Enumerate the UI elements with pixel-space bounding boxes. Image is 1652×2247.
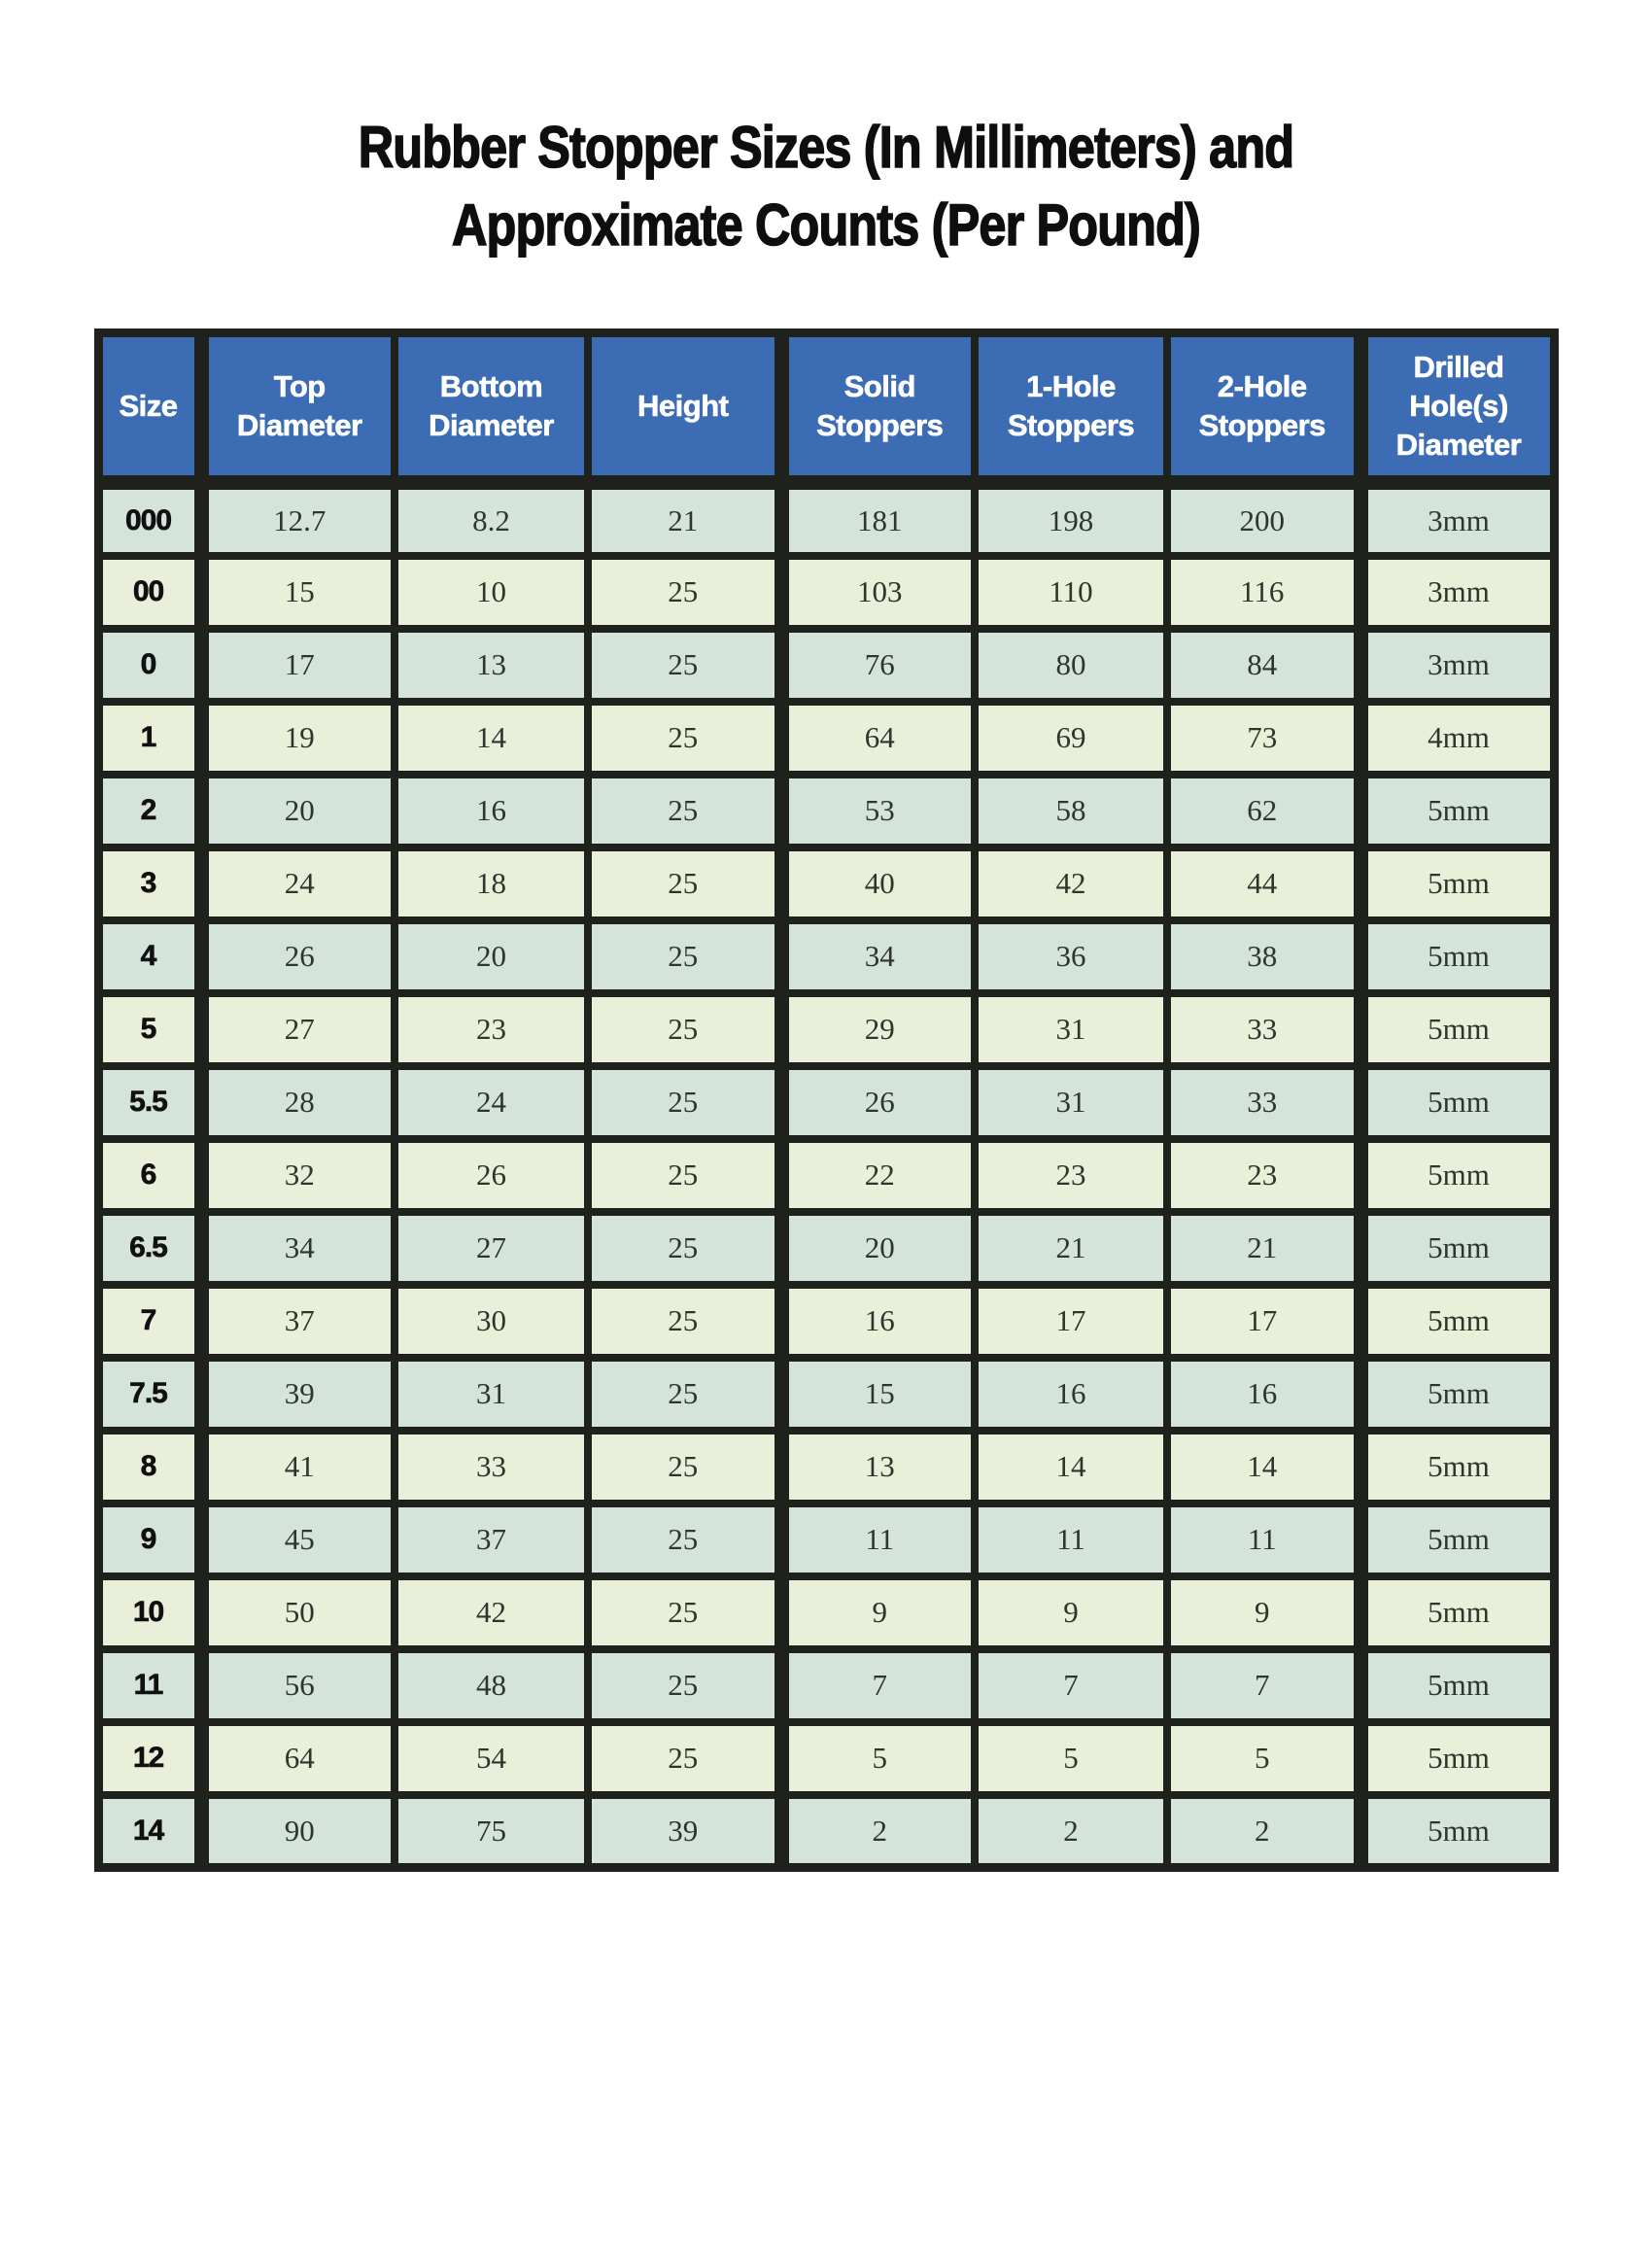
cell-solid-stoppers: 26 xyxy=(781,1066,975,1139)
cell-top-diameter: 24 xyxy=(201,847,395,920)
cell-size: 4 xyxy=(98,920,201,993)
cell-solid-stoppers: 16 xyxy=(781,1285,975,1358)
cell-solid-stoppers: 76 xyxy=(781,629,975,702)
cell-1-hole-stoppers: 69 xyxy=(975,702,1167,775)
column-header-bottom-diameter: Bottom Diameter xyxy=(395,333,588,483)
cell-drilled-holes-diameter: 5mm xyxy=(1360,847,1554,920)
cell-drilled-holes-diameter: 5mm xyxy=(1360,1212,1554,1285)
cell-2-hole-stoppers: 17 xyxy=(1167,1285,1360,1358)
cell-size: 00 xyxy=(98,556,201,629)
cell-top-diameter: 34 xyxy=(201,1212,395,1285)
cell-top-diameter: 45 xyxy=(201,1504,395,1576)
cell-2-hole-stoppers: 21 xyxy=(1167,1212,1360,1285)
cell-top-diameter: 32 xyxy=(201,1139,395,1212)
cell-size: 5.5 xyxy=(98,1066,201,1139)
cell-top-diameter: 20 xyxy=(201,775,395,847)
cell-drilled-holes-diameter: 5mm xyxy=(1360,1358,1554,1431)
cell-drilled-holes-diameter: 3mm xyxy=(1360,483,1554,556)
cell-size: 6 xyxy=(98,1139,201,1212)
table-header-row xyxy=(98,333,1554,483)
cell-height: 25 xyxy=(588,556,781,629)
table-row xyxy=(98,1139,1554,1212)
document-page xyxy=(0,109,1652,2247)
cell-drilled-holes-diameter: 3mm xyxy=(1360,629,1554,702)
cell-height: 25 xyxy=(588,1722,781,1795)
cell-drilled-holes-diameter: 5mm xyxy=(1360,1431,1554,1504)
cell-1-hole-stoppers: 80 xyxy=(975,629,1167,702)
cell-bottom-diameter: 75 xyxy=(395,1795,588,1868)
cell-bottom-diameter: 31 xyxy=(395,1358,588,1431)
cell-2-hole-stoppers: 11 xyxy=(1167,1504,1360,1576)
cell-bottom-diameter: 18 xyxy=(395,847,588,920)
cell-top-diameter: 19 xyxy=(201,702,395,775)
cell-size: 9 xyxy=(98,1504,201,1576)
cell-top-diameter: 15 xyxy=(201,556,395,629)
cell-1-hole-stoppers: 198 xyxy=(975,483,1167,556)
cell-top-diameter: 37 xyxy=(201,1285,395,1358)
column-header-top-diameter: Top Diameter xyxy=(201,333,395,483)
cell-solid-stoppers: 11 xyxy=(781,1504,975,1576)
cell-height: 25 xyxy=(588,775,781,847)
cell-2-hole-stoppers: 16 xyxy=(1167,1358,1360,1431)
cell-height: 25 xyxy=(588,920,781,993)
cell-2-hole-stoppers: 2 xyxy=(1167,1795,1360,1868)
cell-height: 25 xyxy=(588,702,781,775)
cell-bottom-diameter: 14 xyxy=(395,702,588,775)
cell-drilled-holes-diameter: 5mm xyxy=(1360,1066,1554,1139)
cell-solid-stoppers: 20 xyxy=(781,1212,975,1285)
cell-size: 1 xyxy=(98,702,201,775)
cell-height: 25 xyxy=(588,1212,781,1285)
column-header-height: Height xyxy=(588,333,781,483)
cell-2-hole-stoppers: 5 xyxy=(1167,1722,1360,1795)
cell-height: 25 xyxy=(588,1139,781,1212)
cell-solid-stoppers: 53 xyxy=(781,775,975,847)
column-header-1-hole-stoppers: 1-Hole Stoppers xyxy=(975,333,1167,483)
table-row xyxy=(98,920,1554,993)
cell-solid-stoppers: 2 xyxy=(781,1795,975,1868)
table-row xyxy=(98,556,1554,629)
cell-bottom-diameter: 20 xyxy=(395,920,588,993)
cell-top-diameter: 39 xyxy=(201,1358,395,1431)
cell-solid-stoppers: 5 xyxy=(781,1722,975,1795)
cell-size: 7.5 xyxy=(98,1358,201,1431)
cell-2-hole-stoppers: 62 xyxy=(1167,775,1360,847)
cell-2-hole-stoppers: 38 xyxy=(1167,920,1360,993)
table-row xyxy=(98,847,1554,920)
cell-top-diameter: 17 xyxy=(201,629,395,702)
cell-bottom-diameter: 48 xyxy=(395,1649,588,1722)
page-title-line-2: Approximate Counts (Per Pound) xyxy=(451,192,1201,258)
cell-top-diameter: 50 xyxy=(201,1576,395,1649)
column-header-drilled-holes-diameter: Drilled Hole(s) Diameter xyxy=(1360,333,1554,483)
cell-2-hole-stoppers: 14 xyxy=(1167,1431,1360,1504)
cell-2-hole-stoppers: 73 xyxy=(1167,702,1360,775)
cell-1-hole-stoppers: 42 xyxy=(975,847,1167,920)
cell-solid-stoppers: 22 xyxy=(781,1139,975,1212)
table-row xyxy=(98,1504,1554,1576)
cell-top-diameter: 12.7 xyxy=(201,483,395,556)
cell-solid-stoppers: 9 xyxy=(781,1576,975,1649)
cell-2-hole-stoppers: 9 xyxy=(1167,1576,1360,1649)
cell-size: 2 xyxy=(98,775,201,847)
cell-height: 25 xyxy=(588,1431,781,1504)
cell-drilled-holes-diameter: 5mm xyxy=(1360,1139,1554,1212)
column-header-2-hole-stoppers: 2-Hole Stoppers xyxy=(1167,333,1360,483)
cell-drilled-holes-diameter: 5mm xyxy=(1360,1649,1554,1722)
table-row xyxy=(98,629,1554,702)
cell-height: 25 xyxy=(588,1285,781,1358)
cell-top-diameter: 64 xyxy=(201,1722,395,1795)
cell-solid-stoppers: 40 xyxy=(781,847,975,920)
cell-height: 25 xyxy=(588,1649,781,1722)
cell-1-hole-stoppers: 9 xyxy=(975,1576,1167,1649)
cell-size: 000 xyxy=(98,483,201,556)
cell-1-hole-stoppers: 36 xyxy=(975,920,1167,993)
cell-drilled-holes-diameter: 4mm xyxy=(1360,702,1554,775)
table-row xyxy=(98,1795,1554,1868)
cell-top-diameter: 28 xyxy=(201,1066,395,1139)
cell-drilled-holes-diameter: 3mm xyxy=(1360,556,1554,629)
cell-1-hole-stoppers: 7 xyxy=(975,1649,1167,1722)
cell-top-diameter: 41 xyxy=(201,1431,395,1504)
cell-bottom-diameter: 8.2 xyxy=(395,483,588,556)
rubber-stopper-size-table xyxy=(94,328,1559,1872)
column-header-size: Size xyxy=(98,333,201,483)
cell-1-hole-stoppers: 31 xyxy=(975,993,1167,1066)
cell-top-diameter: 26 xyxy=(201,920,395,993)
cell-size: 12 xyxy=(98,1722,201,1795)
table-row xyxy=(98,483,1554,556)
cell-size: 5 xyxy=(98,993,201,1066)
cell-solid-stoppers: 181 xyxy=(781,483,975,556)
cell-size: 3 xyxy=(98,847,201,920)
table-row xyxy=(98,1358,1554,1431)
cell-drilled-holes-diameter: 5mm xyxy=(1360,993,1554,1066)
cell-solid-stoppers: 34 xyxy=(781,920,975,993)
cell-bottom-diameter: 10 xyxy=(395,556,588,629)
cell-size: 8 xyxy=(98,1431,201,1504)
cell-drilled-holes-diameter: 5mm xyxy=(1360,775,1554,847)
column-header-solid-stoppers: Solid Stoppers xyxy=(781,333,975,483)
cell-1-hole-stoppers: 21 xyxy=(975,1212,1167,1285)
cell-1-hole-stoppers: 14 xyxy=(975,1431,1167,1504)
cell-size: 14 xyxy=(98,1795,201,1868)
cell-2-hole-stoppers: 23 xyxy=(1167,1139,1360,1212)
table-row xyxy=(98,1722,1554,1795)
cell-bottom-diameter: 13 xyxy=(395,629,588,702)
cell-bottom-diameter: 54 xyxy=(395,1722,588,1795)
table-row xyxy=(98,1576,1554,1649)
cell-solid-stoppers: 29 xyxy=(781,993,975,1066)
cell-1-hole-stoppers: 2 xyxy=(975,1795,1167,1868)
table-row xyxy=(98,1649,1554,1722)
cell-1-hole-stoppers: 31 xyxy=(975,1066,1167,1139)
cell-2-hole-stoppers: 33 xyxy=(1167,1066,1360,1139)
cell-size: 7 xyxy=(98,1285,201,1358)
cell-2-hole-stoppers: 84 xyxy=(1167,629,1360,702)
cell-bottom-diameter: 27 xyxy=(395,1212,588,1285)
cell-bottom-diameter: 30 xyxy=(395,1285,588,1358)
table-row xyxy=(98,1212,1554,1285)
cell-2-hole-stoppers: 116 xyxy=(1167,556,1360,629)
cell-1-hole-stoppers: 5 xyxy=(975,1722,1167,1795)
cell-bottom-diameter: 23 xyxy=(395,993,588,1066)
page-title-line-1: Rubber Stopper Sizes (In Millimeters) and xyxy=(358,115,1294,180)
cell-1-hole-stoppers: 23 xyxy=(975,1139,1167,1212)
cell-size: 0 xyxy=(98,629,201,702)
cell-size: 10 xyxy=(98,1576,201,1649)
cell-height: 25 xyxy=(588,629,781,702)
page-title xyxy=(0,109,1652,264)
cell-height: 25 xyxy=(588,1358,781,1431)
table-row xyxy=(98,702,1554,775)
table-row xyxy=(98,775,1554,847)
cell-2-hole-stoppers: 44 xyxy=(1167,847,1360,920)
cell-drilled-holes-diameter: 5mm xyxy=(1360,1722,1554,1795)
cell-drilled-holes-diameter: 5mm xyxy=(1360,920,1554,993)
cell-2-hole-stoppers: 200 xyxy=(1167,483,1360,556)
cell-top-diameter: 90 xyxy=(201,1795,395,1868)
cell-solid-stoppers: 7 xyxy=(781,1649,975,1722)
table-body xyxy=(98,483,1554,1868)
cell-1-hole-stoppers: 16 xyxy=(975,1358,1167,1431)
cell-solid-stoppers: 13 xyxy=(781,1431,975,1504)
cell-solid-stoppers: 103 xyxy=(781,556,975,629)
cell-drilled-holes-diameter: 5mm xyxy=(1360,1795,1554,1868)
cell-2-hole-stoppers: 33 xyxy=(1167,993,1360,1066)
cell-bottom-diameter: 37 xyxy=(395,1504,588,1576)
cell-height: 25 xyxy=(588,1504,781,1576)
cell-height: 25 xyxy=(588,1576,781,1649)
cell-bottom-diameter: 26 xyxy=(395,1139,588,1212)
cell-solid-stoppers: 15 xyxy=(781,1358,975,1431)
table-row xyxy=(98,1431,1554,1504)
cell-drilled-holes-diameter: 5mm xyxy=(1360,1504,1554,1576)
table-row xyxy=(98,1066,1554,1139)
cell-1-hole-stoppers: 17 xyxy=(975,1285,1167,1358)
cell-bottom-diameter: 33 xyxy=(395,1431,588,1504)
cell-1-hole-stoppers: 110 xyxy=(975,556,1167,629)
cell-height: 25 xyxy=(588,847,781,920)
cell-size: 6.5 xyxy=(98,1212,201,1285)
cell-height: 25 xyxy=(588,1066,781,1139)
cell-2-hole-stoppers: 7 xyxy=(1167,1649,1360,1722)
cell-height: 25 xyxy=(588,993,781,1066)
cell-bottom-diameter: 16 xyxy=(395,775,588,847)
cell-drilled-holes-diameter: 5mm xyxy=(1360,1576,1554,1649)
table-row xyxy=(98,993,1554,1066)
cell-height: 21 xyxy=(588,483,781,556)
cell-bottom-diameter: 24 xyxy=(395,1066,588,1139)
cell-1-hole-stoppers: 58 xyxy=(975,775,1167,847)
cell-1-hole-stoppers: 11 xyxy=(975,1504,1167,1576)
cell-solid-stoppers: 64 xyxy=(781,702,975,775)
table-row xyxy=(98,1285,1554,1358)
cell-bottom-diameter: 42 xyxy=(395,1576,588,1649)
cell-size: 11 xyxy=(98,1649,201,1722)
cell-top-diameter: 27 xyxy=(201,993,395,1066)
cell-height: 39 xyxy=(588,1795,781,1868)
cell-drilled-holes-diameter: 5mm xyxy=(1360,1285,1554,1358)
cell-top-diameter: 56 xyxy=(201,1649,395,1722)
